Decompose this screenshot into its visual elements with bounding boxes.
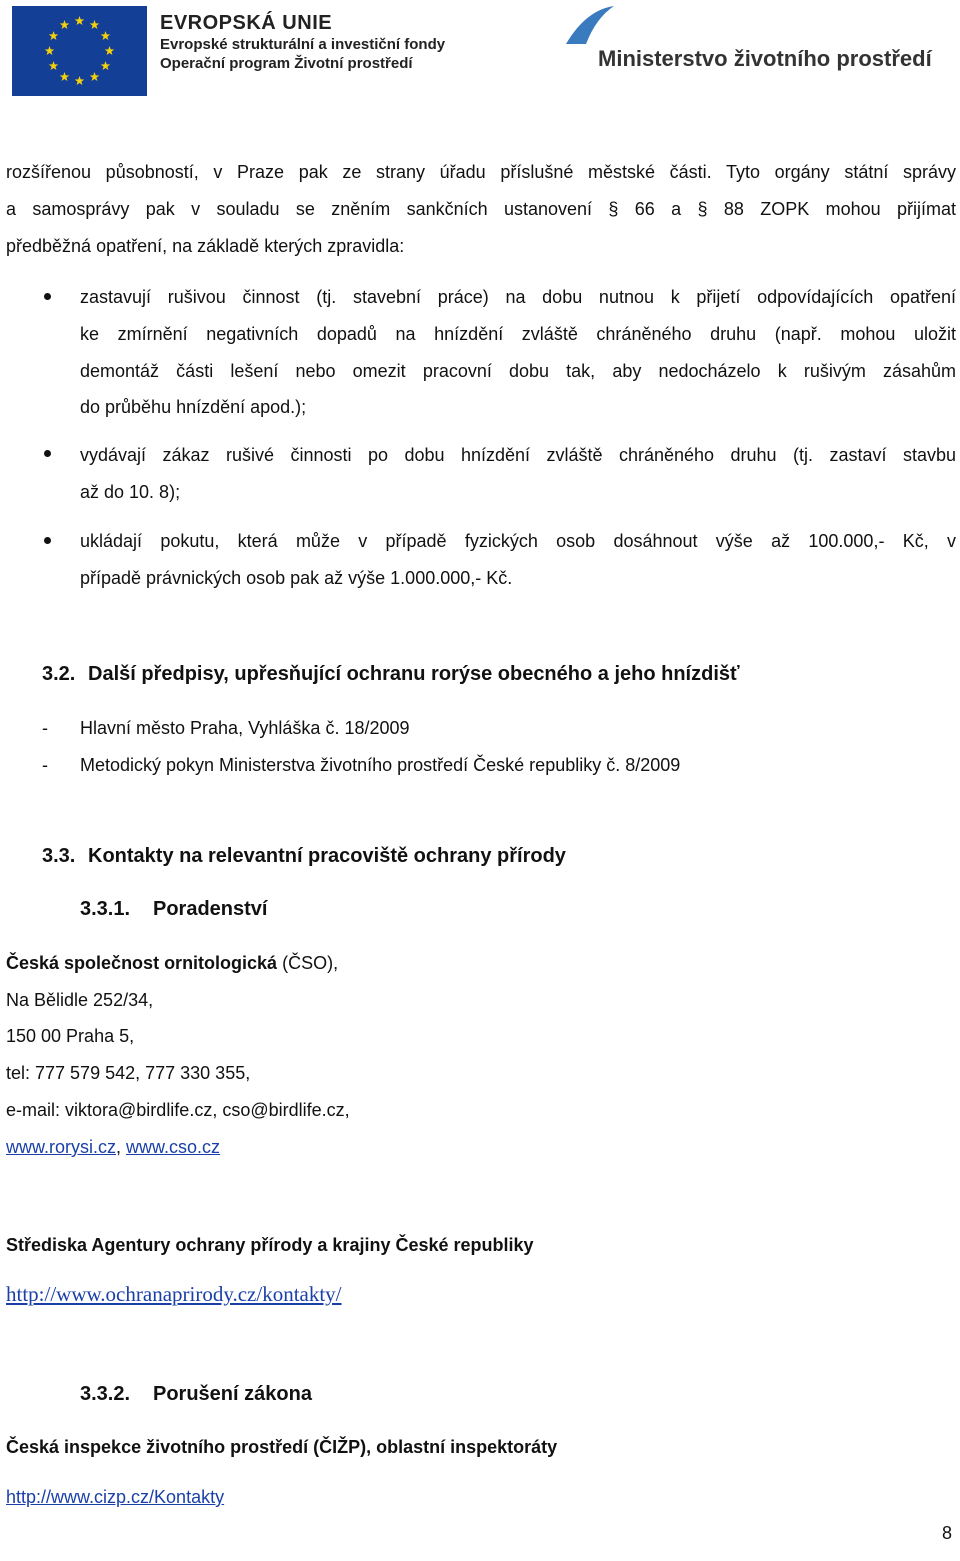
dash-marker: - [42,755,48,775]
intro-line: a samosprávy pak v souladu se zněním sankčních ustanovení § 66 a § 88 ZOPK mohou přijímat [6,199,956,219]
aopk-name: Střediska Agentury ochrany přírody a krajiny České republiky [6,1235,534,1255]
rorysi-link[interactable]: www.rorysi.cz [6,1137,117,1157]
bullet-line: do průběhu hnízdění apod.); [80,397,307,417]
cso-phone: tel: 777 579 542, 777 330 355, [6,1063,251,1083]
section-heading: Další předpisy, upřesňující ochranu rorýse obecného a jeho hnízdišť [88,663,740,685]
cso-link[interactable]: www.cso.cz [126,1137,221,1157]
cizp-name: Česká inspekce životního prostředí (ČIŽP), oblastní inspektoráty [6,1437,558,1457]
section-number: 3.2. [42,663,76,685]
ministry-logo-mark [556,0,636,50]
eu-title: EVROPSKÁ UNIE [160,12,333,34]
cso-name-bold: Česká společnost ornitologická [6,953,278,973]
intro-line: předběžná opatření, na základě kterých zpravidla: [6,236,405,256]
eu-funds-line: Evropské strukturální a investiční fondy [160,36,446,53]
aopk-link[interactable]: http://www.ochranaprirody.cz/kontakty/ [6,1282,342,1306]
dash-marker: - [42,718,48,738]
regulation-item: Metodický pokyn Ministerstva životního prostředí České republiky č. 8/2009 [80,755,681,775]
bullet-line: ukládají pokutu, která může v případě fyzických osob dosáhnout výše až 100.000,- Kč, v [80,531,956,551]
cso-street: Na Bělidle 252/34, [6,990,154,1010]
eu-flag-logo [12,6,147,96]
intro-line: rozšířenou působností, v Praze pak ze strany úřadu příslušné městské části. Tyto orgány státní správy [6,162,956,182]
subsection-heading: Poradenství [153,898,268,920]
section-heading: Kontakty na relevantní pracoviště ochrany přírody [88,845,566,867]
cso-links [6,1129,220,1166]
subsection-heading: Porušení zákona [153,1383,312,1405]
eu-logo-text [160,12,480,73]
cso-city: 150 00 Praha 5, [6,1026,135,1046]
regulation-item: Hlavní město Praha, Vyhláška č. 18/2009 [80,718,410,738]
cizp-link[interactable]: http://www.cizp.cz/Kontakty [6,1487,225,1507]
bullet-dot [44,450,51,457]
cso-name [6,945,338,982]
subsection-number: 3.3.1. [80,898,131,920]
eu-program-line: Operační program Životní prostředí [160,55,413,72]
page-number: 8 [942,1523,953,1543]
bullet-line: demontáž části lešení nebo omezit pracovní dobu tak, aby nedocházelo k rušivým zásahům [80,361,956,381]
bullet-line: zastavují rušivou činnost (tj. stavební práce) na dobu nutnou k přijetí odpovídajících opatření [80,287,956,307]
bullet-dot [44,537,51,544]
bullet-line: ke zmírnění negativních dopadů na hnízdění zvláště chráněného druhu (např. mohou uložit [80,324,956,344]
section-number: 3.3. [42,845,76,867]
subsection-number: 3.3.2. [80,1383,131,1405]
bullet-line: vydávají zákaz rušivé činnosti po dobu hnízdění zvláště chráněného druhu (tj. zastaví stavbu [80,445,956,465]
ministry-name: Ministerstvo životního prostředí [598,46,932,71]
cso-email: e-mail: viktora@birdlife.cz, cso@birdlife.cz, [6,1100,350,1120]
bullet-line: případě právnických osob pak až výše 1.000.000,- Kč. [80,568,513,588]
bullet-line: až do 10. 8); [80,482,181,502]
bullet-dot [44,293,51,300]
link-separator: , [116,1137,127,1157]
cso-name-abbr: (ČSO), [277,953,339,973]
